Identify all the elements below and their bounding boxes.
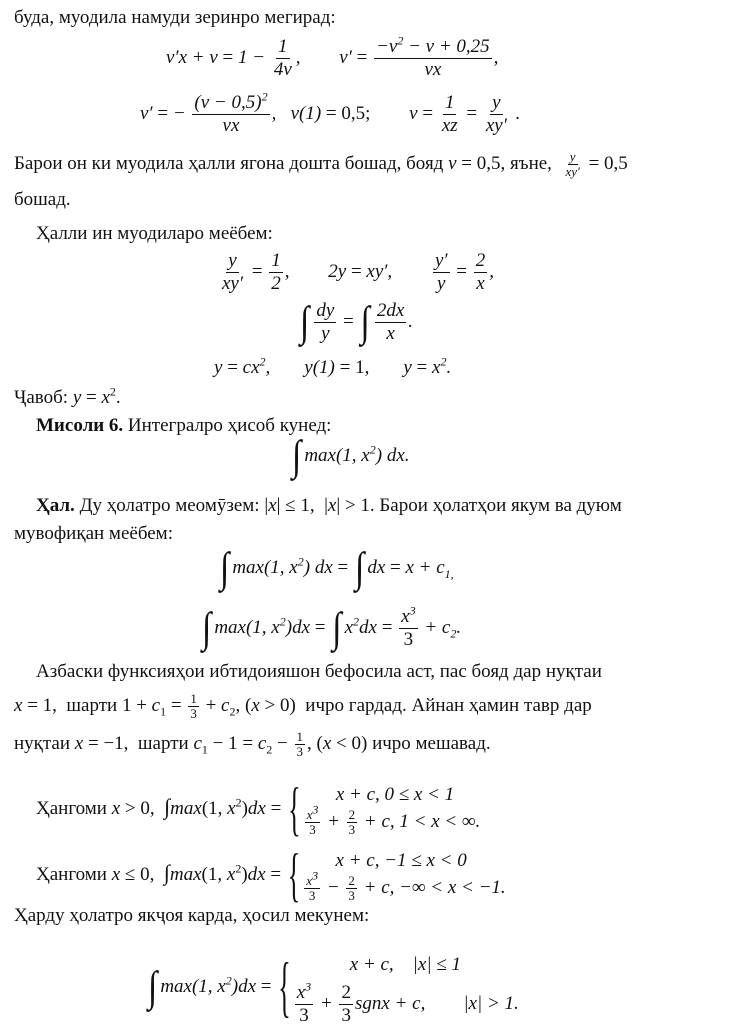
paragraph-uniqueness: Барои он ки муодила ҳалли ягона дошта бошад, бояд v = 0,5, яъне, $\frac{y}{xy'}$ = 0,5 <box>14 149 628 179</box>
paragraph-combine: Ҳарду ҳолатро якҷоя карда, ҳосил мекунем: <box>14 905 370 926</box>
equation-case-large: ∫ max(1, $x^2)dx$ = ∫ $x^2dx$ = $\frac{x^3}{3}$ + $c_2$. <box>202 603 462 651</box>
case-positive: Ҳангоми x > 0, ∫max(1, $x^2)dx$ = { x + c, 0 ≤ x < 1 $\frac{x^3}{3}$ + $\frac{2}{3}$ + c, 1 < x < ∞. <box>36 775 481 842</box>
case-nonpositive: Ҳангоми x ≤ 0, ∫max(1, $x^2)dx$ = { x + c, −1 ≤ x < 0 $\frac{x^3}{3}$ − $\frac{2}{3}$ + c, −∞ < x < −1. <box>36 841 506 908</box>
solution-text-1: Ду ҳолатро меомӯзем: <box>79 495 260 516</box>
equation-row-2: v′ = − $\frac{(v - 0,5)^2}{vx}$ , v(1) = 0,5; v = $\frac{1}{xz}$ = $\frac{y}{xy'}$ . <box>140 89 521 136</box>
solution-label: Ҳал. <box>36 495 75 516</box>
answer-line: Ҷавоб: $y = x^2$. <box>14 384 121 408</box>
text-condition-2: шарти <box>137 732 189 754</box>
case-positive-label: Ҳангоми <box>36 797 107 819</box>
text-condition-1: шарти <box>66 694 118 716</box>
solution-line-2: мувофиқан меёбем: <box>14 523 173 544</box>
example-6-heading <box>36 414 331 438</box>
example-6-label: Мисоли 6. <box>36 415 124 436</box>
text-condition-1-tail: ичро гардад. Айнан ҳамин тавр дар <box>305 694 592 716</box>
paragraph-intro: буда, муодила намуди зеринро мегирад: <box>14 7 336 28</box>
text-bosad: бошад. <box>14 189 71 210</box>
text-condition-2-tail: ичро мешавад. <box>372 732 491 754</box>
text-point: нуқтаи <box>14 732 71 754</box>
equation-case-small: ∫ max(1, $x^2$) dx = ∫ dx = $x + c_{1,}$ <box>220 544 454 592</box>
equation-example-integral: ∫ max(1, $x^2$) dx. <box>292 432 410 480</box>
equation-general-solution: $y = cx^2$, y(1) = 1, $y = x^2$. <box>214 354 452 378</box>
answer-label: Ҷавоб: <box>14 387 69 408</box>
paragraph-continuity-line-2: x = 1, шарти $1 + c_1$ = $\frac{1}{3}$ + $c_2$, (x > 0) ичро гардад. Айнан ҳамин тавр дар <box>14 691 592 721</box>
text-uniqueness-a: Барои он ки муодила ҳалли ягона дошта бошад, бояд <box>14 152 444 174</box>
solution-line-1: Ҳал. Ду ҳолатро меомӯзем: |x| ≤ 1, |x| > 1. Барои ҳолатҳои якум ва дуюм <box>36 495 622 516</box>
paragraph-continuity-line-3: нуқтаи x = −1, шарти $c_1 - 1 = c_2$ − $\frac{1}{3}$ , (x < 0) ичро мешавад. <box>14 729 491 759</box>
text-uniqueness-b: яъне, <box>510 152 552 174</box>
paragraph-continuity: Азбаски функсияҳои ибтидоияшон бефосила аст, пас бояд дар нуқтаи <box>36 661 602 682</box>
equation-row-1: v′x + v = 1 − $\frac{1}{4v}$ , v′ = $\frac{-v^2 - v + 0,25}{vx}$ , <box>166 33 499 80</box>
case-nonpositive-label: Ҳангоми <box>36 863 107 885</box>
equation-row-3: $\frac{y}{xy'}$ = $\frac{1}{2}$ , 2y = xy′, $\frac{y'}{y}$ = $\frac{2}{x}$ , <box>222 250 494 294</box>
equation-final-result: ∫ max(1, $x^2)dx$ = { x + c, |x| ≤ 1 $\frac{x^3}{3}$ + $\frac{2}{3}$ sgnx + c, |x| > 1. <box>148 948 519 1026</box>
equation-integral-separation: ∫ $\frac{dy}{y}$ = ∫ $\frac{2dx}{x}$ . <box>300 298 413 345</box>
solution-text-2: . Барои ҳолатҳои якум ва дуюм <box>369 495 622 516</box>
paragraph-find-solution: Ҳалли ин муодиларо меёбем: <box>36 223 273 244</box>
example-6-text: Интегралро ҳисоб кунед: <box>127 415 332 436</box>
